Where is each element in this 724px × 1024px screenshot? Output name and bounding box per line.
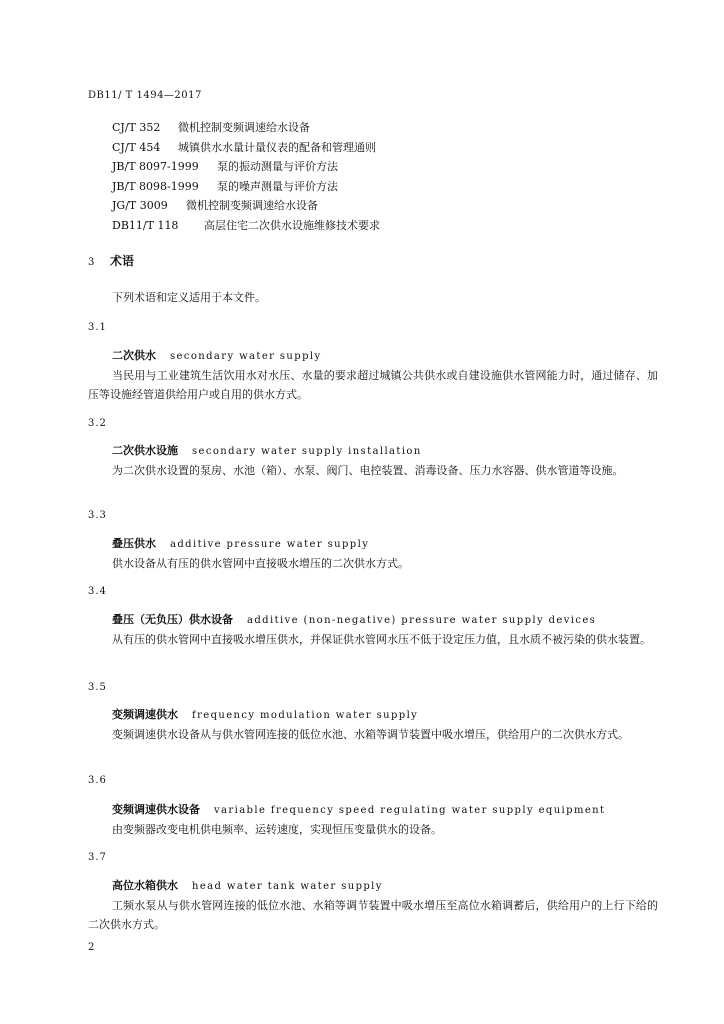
- term-entry: [88, 705, 658, 744]
- term-title-line: [88, 534, 658, 554]
- term-english: head water tank water supply: [192, 881, 383, 892]
- term-english: frequency modulation water supply: [192, 710, 419, 721]
- term-entry: [88, 534, 658, 573]
- term-number: 3.7: [88, 852, 107, 863]
- term-english: secondary water supply: [170, 351, 322, 362]
- standard-number: DB11/ T 1494—2017: [88, 90, 202, 101]
- page-number: 2: [88, 942, 95, 953]
- term-title-line: [88, 876, 658, 896]
- term-chinese: 二次供水: [112, 349, 156, 362]
- reference-title: 微机控制变频调速给水设备: [178, 121, 310, 134]
- term-chinese: 叠压（无负压）供水设备: [112, 613, 233, 626]
- term-definition: 当民用与工业建筑生活饮用水对水压、水量的要求超过城镇公共供水或自建设施供水管网能力时，通过储存、加压等设施经管道供给用户或自用的供水方式。: [88, 369, 658, 401]
- term-number: 3.2: [88, 418, 107, 429]
- section-intro: 下列术语和定义适用于本文件。: [112, 291, 266, 304]
- reference-item: [112, 118, 380, 138]
- term-title-line: [88, 441, 658, 461]
- reference-title: 泵的噪声测量与评价方法: [217, 179, 338, 193]
- reference-item: [112, 157, 380, 177]
- reference-code: JB/T 8098-1999: [112, 179, 199, 193]
- term-definition: 供水设备从有压的供水管网中直接吸水增压的二次供水方式。: [112, 557, 409, 570]
- term-definition: 变频调速供水设备从与供水管网连接的低位水池、水箱等调节装置中吸水增压，供给用户的二次供水方式。: [112, 728, 629, 741]
- term-entry: [88, 346, 658, 404]
- term-chinese: 变频调速供水: [112, 708, 178, 721]
- term-chinese: 叠压供水: [112, 537, 156, 550]
- reference-code: CJ/T 454: [112, 140, 161, 154]
- term-number: 3.4: [88, 586, 107, 597]
- term-entry: [88, 876, 658, 934]
- reference-code: JG/T 3009: [112, 199, 168, 213]
- term-english: secondary water supply installation: [192, 446, 422, 457]
- term-number: 3.5: [88, 682, 107, 693]
- reference-code: JB/T 8097-1999: [112, 160, 199, 174]
- reference-code: DB11/T 118: [112, 218, 179, 232]
- term-definition: 由变频器改变电机供电频率、运转速度，实现恒压变量供水的设备。: [112, 823, 442, 836]
- term-english: variable frequency speed regulating water supply equipment: [214, 805, 606, 816]
- term-definition: 工频水泵从与供水管网连接的低位水池、水箱等调节装置中吸水增压至高位水箱调蓄后，供给用户的上行下给的二次供水方式。: [88, 899, 658, 931]
- section-number: 3: [88, 257, 95, 268]
- section-title: 术语: [110, 254, 135, 268]
- reference-item: [112, 216, 380, 236]
- reference-item: [112, 138, 380, 158]
- term-chinese: 变频调速供水设备: [112, 803, 200, 816]
- term-title-line: [88, 346, 658, 366]
- term-definition: 为二次供水设置的泵房、水池（箱）、水泵、阀门、电控装置、消毒设备、压力水容器、供水管道等设施。: [112, 464, 624, 477]
- reference-title: 泵的振动测量与评价方法: [217, 160, 338, 174]
- section-heading: [88, 252, 134, 269]
- term-number: 3.1: [88, 322, 107, 333]
- term-entry: [88, 610, 658, 649]
- term-entry: [88, 441, 658, 480]
- term-english: additive pressure water supply: [170, 539, 370, 550]
- reference-title: 城镇供水水量计量仪表的配备和管理通则: [178, 140, 376, 154]
- term-chinese: 高位水箱供水: [112, 879, 178, 892]
- reference-code: CJ/T 352: [112, 121, 161, 134]
- term-number: 3.6: [88, 775, 107, 786]
- normative-references-list: [112, 118, 380, 236]
- term-title-line: [88, 705, 658, 725]
- reference-title: 高层住宅二次供水设施维修技术要求: [204, 218, 380, 232]
- reference-title: 微机控制变频调速给水设备: [186, 199, 318, 213]
- term-english: additive (non-negative) pressure water supply devices: [247, 615, 597, 626]
- term-title-line: [88, 800, 658, 820]
- reference-item: [112, 177, 380, 197]
- term-number: 3.3: [88, 510, 107, 521]
- term-chinese: 二次供水设施: [112, 444, 178, 457]
- term-entry: [88, 800, 658, 839]
- term-definition: 从有压的供水管网中直接吸水增压供水，并保证供水管网水压不低于设定压力值，且水质不被污染的供水装置。: [112, 633, 651, 646]
- term-title-line: [88, 610, 658, 630]
- reference-item: [112, 196, 380, 216]
